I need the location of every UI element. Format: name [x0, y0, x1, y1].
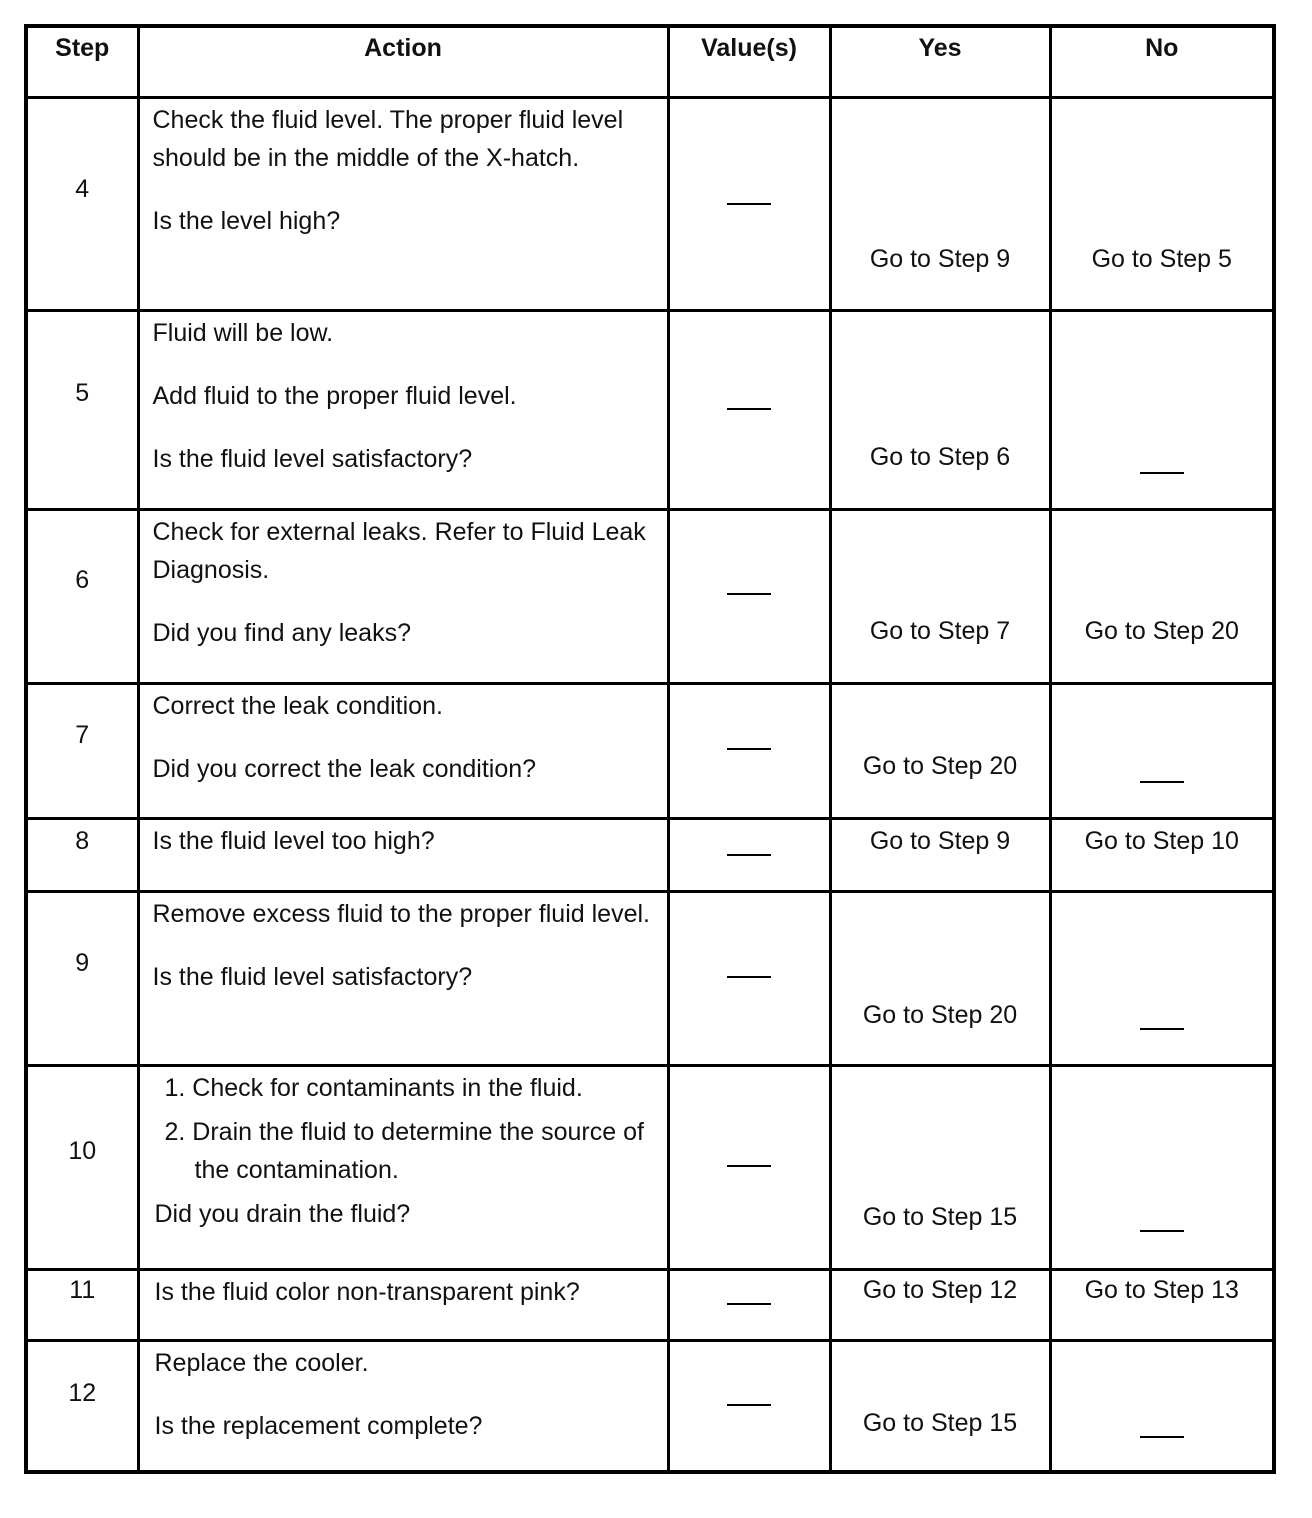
value-blank	[727, 854, 771, 856]
table-row	[26, 98, 1274, 311]
header-no: No	[1050, 26, 1274, 98]
action-text: Remove excess fluid to the proper fluid level.	[152, 900, 650, 928]
action-question: Is the fluid level too high?	[152, 827, 435, 855]
action-question: Is the fluid color non-transparent pink?	[154, 1278, 580, 1306]
yes-link-text: Go to Step 20	[862, 752, 1018, 780]
action-cell	[138, 311, 668, 510]
action-question: Is the fluid level satisfactory?	[152, 445, 473, 473]
step-number: 7	[75, 721, 90, 749]
table-row	[26, 1341, 1274, 1472]
step-number: 4	[75, 175, 90, 203]
no-blank	[1140, 1436, 1184, 1438]
yes-link-text: Go to Step 9	[869, 827, 1011, 855]
header-values: Value(s)	[668, 26, 830, 98]
yes-cell	[830, 98, 1050, 311]
step-number: 11	[69, 1276, 96, 1304]
action-cell	[138, 510, 668, 684]
step-cell	[26, 510, 138, 684]
value-cell	[668, 510, 830, 684]
table-row	[26, 1066, 1274, 1270]
value-blank	[727, 203, 771, 205]
no-cell	[1050, 1341, 1274, 1472]
action-cell	[138, 684, 668, 819]
step-cell	[26, 819, 138, 892]
step-number: 12	[68, 1379, 97, 1407]
action-text: Correct the leak condition.	[152, 692, 443, 720]
no-cell	[1050, 510, 1274, 684]
value-blank	[727, 408, 771, 410]
no-cell	[1050, 98, 1274, 311]
no-link-text: Go to Step 10	[1084, 827, 1239, 855]
action-cell	[138, 1270, 668, 1341]
step-number: 8	[75, 827, 90, 855]
step-cell	[26, 98, 138, 311]
no-blank	[1140, 781, 1184, 783]
step-number: 10	[68, 1137, 97, 1165]
yes-cell	[830, 510, 1050, 684]
yes-cell	[830, 819, 1050, 892]
value-cell	[668, 311, 830, 510]
no-cell	[1050, 1066, 1274, 1270]
yes-link-text: Go to Step 6	[869, 443, 1011, 471]
action-text: Check for external leaks. Refer to Fluid Leak Diagnosis.	[152, 518, 646, 584]
yes-cell	[830, 311, 1050, 510]
no-blank	[1140, 1230, 1184, 1232]
header-yes: Yes	[830, 26, 1050, 98]
table-row	[26, 892, 1274, 1066]
table-row	[26, 1270, 1274, 1341]
diagnostic-table	[24, 24, 1276, 1474]
action-text: Replace the cooler.	[154, 1349, 369, 1377]
yes-link-text: Go to Step 12	[862, 1276, 1018, 1304]
no-blank	[1140, 472, 1184, 474]
step-number: 5	[75, 379, 90, 407]
step-cell	[26, 311, 138, 510]
step-cell	[26, 1066, 138, 1270]
yes-link-text: Go to Step 15	[862, 1203, 1018, 1231]
action-question: Did you find any leaks?	[152, 619, 411, 647]
value-blank	[727, 748, 771, 750]
action-cell	[138, 98, 668, 311]
no-link-text: Go to Step 5	[1091, 245, 1232, 273]
action-step-2: 2. Drain the fluid to determine the source of the contamination.	[164, 1118, 644, 1184]
value-cell	[668, 1270, 830, 1341]
action-question: Did you drain the fluid?	[154, 1200, 411, 1228]
table-row	[26, 311, 1274, 510]
step-number: 6	[75, 566, 90, 594]
no-cell	[1050, 1270, 1274, 1341]
step-cell	[26, 684, 138, 819]
yes-cell	[830, 1341, 1050, 1472]
yes-link-text: Go to Step 15	[862, 1409, 1018, 1437]
value-blank	[727, 1165, 771, 1167]
header-row	[26, 26, 1274, 98]
header-step: Step	[26, 26, 138, 98]
step-cell	[26, 1341, 138, 1472]
action-question: Is the replacement complete?	[154, 1412, 483, 1440]
action-text: Fluid will be low.	[152, 319, 334, 347]
value-cell	[668, 819, 830, 892]
yes-cell	[830, 1270, 1050, 1341]
value-cell	[668, 1066, 830, 1270]
action-step-1: 1. Check for contaminants in the fluid.	[164, 1074, 583, 1102]
action-question: Did you correct the leak condition?	[152, 755, 537, 783]
step-cell	[26, 1270, 138, 1341]
action-cell	[138, 1341, 668, 1472]
action-text: Add fluid to the proper fluid level.	[152, 382, 517, 410]
no-cell	[1050, 819, 1274, 892]
action-cell	[138, 1066, 668, 1270]
no-link-text: Go to Step 20	[1084, 617, 1239, 645]
yes-link-text: Go to Step 7	[869, 617, 1011, 645]
value-cell	[668, 684, 830, 819]
action-text: Check the fluid level. The proper fluid level should be in the middle of the X-hatch.	[152, 106, 624, 172]
yes-cell	[830, 1066, 1050, 1270]
yes-cell	[830, 684, 1050, 819]
yes-cell	[830, 892, 1050, 1066]
value-blank	[727, 593, 771, 595]
value-blank	[727, 1404, 771, 1406]
action-cell	[138, 892, 668, 1066]
no-cell	[1050, 684, 1274, 819]
value-cell	[668, 98, 830, 311]
header-action: Action	[138, 26, 668, 98]
no-cell	[1050, 892, 1274, 1066]
yes-link-text: Go to Step 20	[862, 1001, 1018, 1029]
table-row	[26, 510, 1274, 684]
yes-link-text: Go to Step 9	[869, 245, 1011, 273]
no-blank	[1140, 1028, 1184, 1030]
action-cell	[138, 819, 668, 892]
table-row	[26, 684, 1274, 819]
step-cell	[26, 892, 138, 1066]
no-cell	[1050, 311, 1274, 510]
value-cell	[668, 1341, 830, 1472]
value-blank	[727, 1303, 771, 1305]
action-question: Is the level high?	[152, 207, 341, 235]
value-cell	[668, 892, 830, 1066]
action-question: Is the fluid level satisfactory?	[152, 963, 473, 991]
table-row	[26, 819, 1274, 892]
step-number: 9	[75, 949, 90, 977]
no-link-text: Go to Step 13	[1084, 1276, 1239, 1304]
value-blank	[727, 976, 771, 978]
